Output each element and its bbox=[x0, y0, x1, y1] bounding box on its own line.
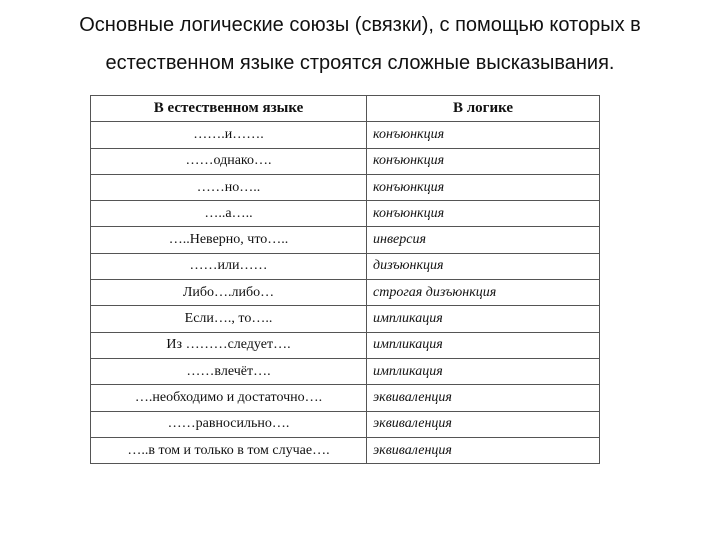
logic-cell: строгая дизъюнкция bbox=[367, 280, 600, 306]
table-row bbox=[91, 332, 600, 358]
table-row bbox=[91, 174, 600, 200]
table-row bbox=[91, 280, 600, 306]
table-row bbox=[91, 253, 600, 279]
table-row bbox=[91, 385, 600, 411]
logic-cell: конъюнкция bbox=[367, 201, 600, 227]
logic-cell: конъюнкция bbox=[367, 122, 600, 148]
logic-cell: импликация bbox=[367, 332, 600, 358]
connectives-table bbox=[90, 95, 600, 464]
natural-cell: ……но….. bbox=[91, 174, 367, 200]
logic-cell: импликация bbox=[367, 358, 600, 384]
table-row bbox=[91, 306, 600, 332]
table-row bbox=[91, 227, 600, 253]
table-row bbox=[91, 148, 600, 174]
table-row bbox=[91, 122, 600, 148]
logic-cell: эквиваленция bbox=[367, 411, 600, 437]
table-row bbox=[91, 201, 600, 227]
table-row bbox=[91, 358, 600, 384]
table-row bbox=[91, 437, 600, 463]
header-natural-language: В естественном языке bbox=[91, 96, 367, 122]
natural-cell: …..Неверно, что….. bbox=[91, 227, 367, 253]
logic-cell: эквиваленция bbox=[367, 385, 600, 411]
logic-cell: конъюнкция bbox=[367, 174, 600, 200]
natural-cell: …..в том и только в том случае…. bbox=[91, 437, 367, 463]
natural-cell: Если…., то….. bbox=[91, 306, 367, 332]
table-header-row bbox=[91, 96, 600, 122]
natural-cell: Из ………следует…. bbox=[91, 332, 367, 358]
natural-cell: ……или…… bbox=[91, 253, 367, 279]
natural-cell: ……влечёт…. bbox=[91, 358, 367, 384]
logic-cell: конъюнкция bbox=[367, 148, 600, 174]
logic-cell: импликация bbox=[367, 306, 600, 332]
title-line-1: Основные логические союзы (связки), с помощью которых в bbox=[79, 14, 641, 36]
natural-cell: Либо….либо… bbox=[91, 280, 367, 306]
table-row bbox=[91, 411, 600, 437]
logic-cell: эквиваленция bbox=[367, 437, 600, 463]
natural-cell: …..а….. bbox=[91, 201, 367, 227]
natural-cell: …….и……. bbox=[91, 122, 367, 148]
header-logic: В логике bbox=[367, 96, 600, 122]
logic-cell: инверсия bbox=[367, 227, 600, 253]
natural-cell: ….необходимо и достаточно…. bbox=[91, 385, 367, 411]
title-line-2: естественном языке строятся сложные высказывания. bbox=[105, 52, 615, 74]
logic-cell: дизъюнкция bbox=[367, 253, 600, 279]
natural-cell: ……однако…. bbox=[91, 148, 367, 174]
natural-cell: ……равносильно…. bbox=[91, 411, 367, 437]
